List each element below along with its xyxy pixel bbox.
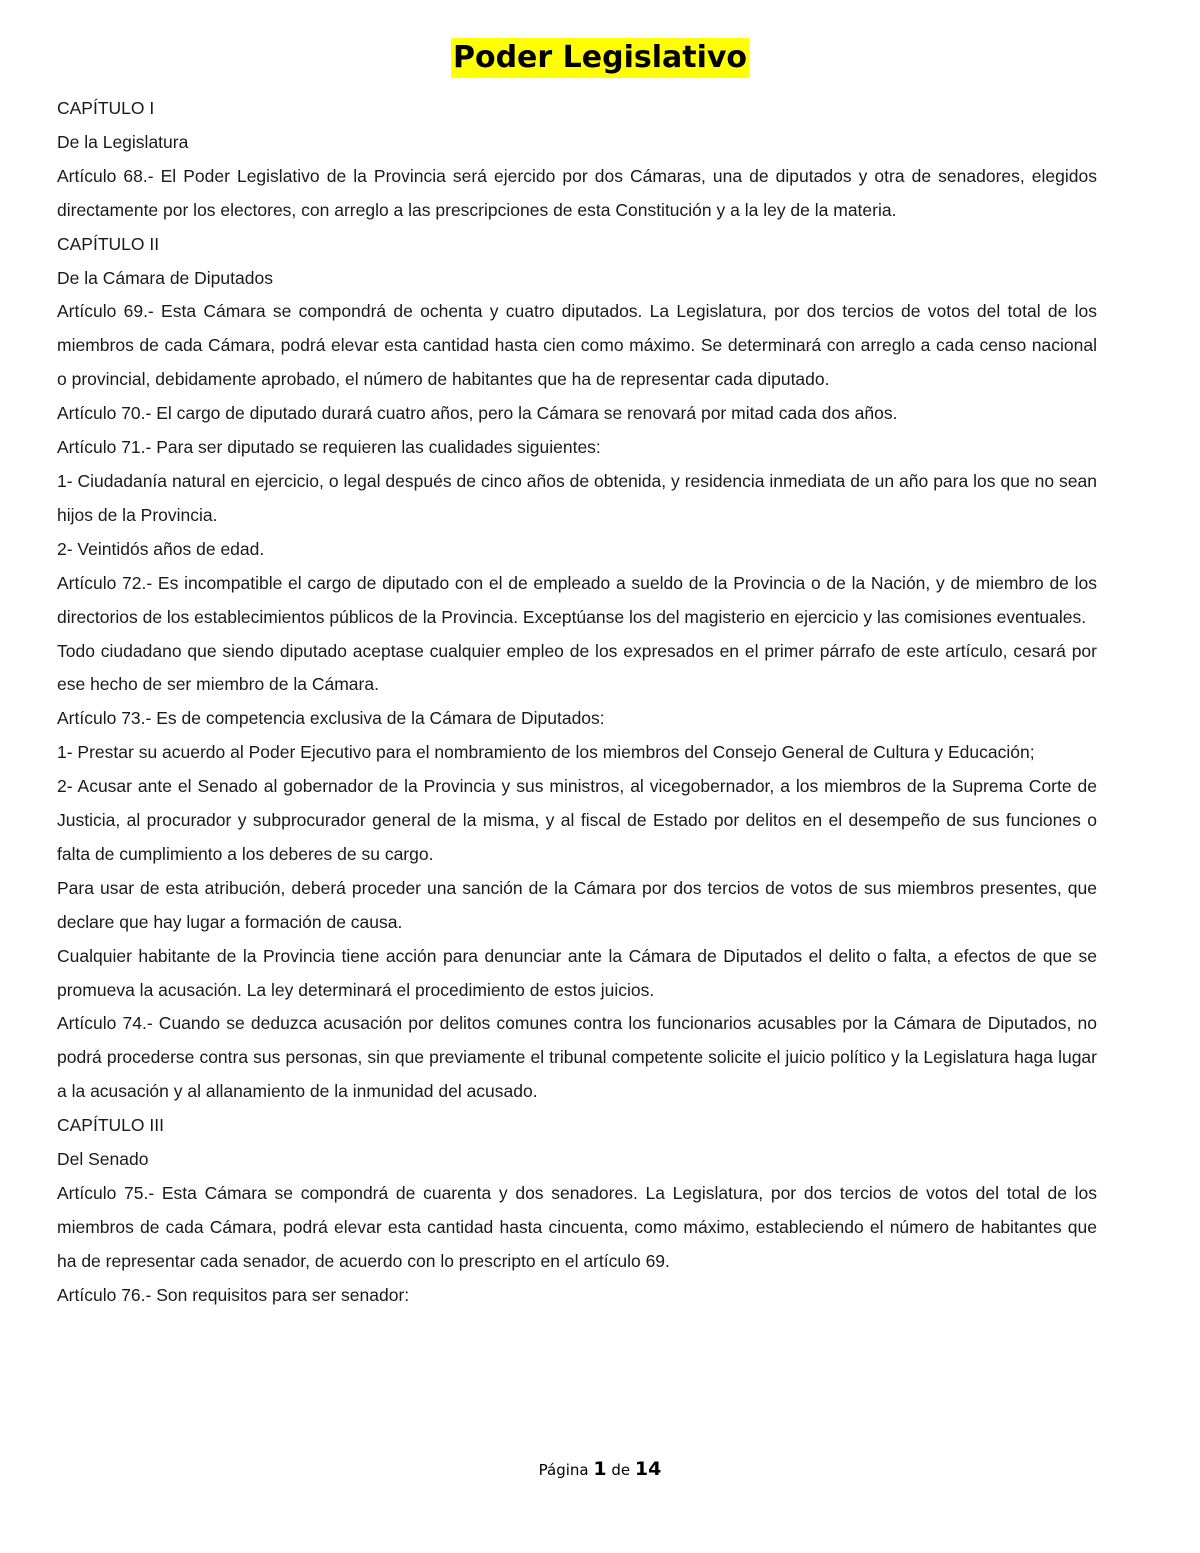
page-footer — [0, 1457, 1200, 1482]
list-item: 1- Prestar su acuerdo al Poder Ejecutivo para el nombramiento de los miembros del Consejo General de Cultura y Educación; — [57, 742, 1035, 763]
of-label: de — [611, 1461, 631, 1479]
chapter-subtitle: Del Senado — [57, 1149, 149, 1170]
total-pages: 14 — [634, 1458, 662, 1480]
article-paragraph: Artículo 76.- Son requisitos para ser senador: — [57, 1284, 410, 1305]
title-container — [0, 38, 1200, 78]
document-title: Poder Legislativo — [451, 38, 749, 78]
article-paragraph: Artículo 70.- El cargo de diputado durará cuatro años, pero la Cámara se renovará por mitad cada dos años. — [57, 403, 898, 424]
article-paragraph: Artículo 75.- Esta Cámara se compondrá de cuarenta y dos senadores. La Legislatura, por dos tercios de votos del total de los miembros de cada Cámara, podrá elevar esta cantidad hasta cincuenta, como máximo, estableciendo el número de habitantes que ha de representar cada senador, de acuerdo con lo prescripto en el artículo 69. — [57, 1183, 1097, 1271]
chapter-heading: CAPÍTULO II — [57, 233, 160, 254]
article-paragraph: Artículo 71.- Para ser diputado se requieren las cualidades siguientes: — [57, 437, 601, 458]
list-item: 2- Veintidós años de edad. — [57, 538, 265, 559]
page-label: Página — [538, 1461, 589, 1479]
list-item: 2- Acusar ante el Senado al gobernador de la Provincia y sus ministros, al vicegobernador, a los miembros de la Suprema Corte de Justicia, al procurador y subprocurador general de la misma, y al fiscal de Estado por delitos en el desempeño de sus funciones o falta de cumplimiento a los deberes de su cargo. — [57, 776, 1097, 864]
article-paragraph: Artículo 69.- Esta Cámara se compondrá de ochenta y cuatro diputados. La Legislatura, por dos tercios de votos del total de los miembros de cada Cámara, podrá elevar esta cantidad hasta cien como máximo. Se determinará con arreglo a cada censo nacional o provincial, debidamente aprobado, el número de habitantes que ha de representar cada diputado. — [57, 301, 1097, 390]
article-paragraph: Artículo 68.- El Poder Legislativo de la Provincia será ejercido por dos Cámaras, una de diputados y otra de senadores, elegidos directamente por los electores, con arreglo a las prescripciones de esta Constitución y a la ley de la materia. — [57, 165, 1097, 220]
article-paragraph: Artículo 74.- Cuando se deduzca acusación por delitos comunes contra los funcionarios acusables por la Cámara de Diputados, no podrá procederse contra sus personas, sin que previamente el tribunal competente solicite el juicio político y la Legislatura haga lugar a la acusación y al allanamiento de la inmunidad del acusado. — [57, 1013, 1097, 1102]
chapter-subtitle: De la Cámara de Diputados — [57, 267, 273, 288]
list-item: 1- Ciudadanía natural en ejercicio, o legal después de cinco años de obtenida, y residencia inmediata de un año para los que no sean hijos de la Provincia. — [57, 470, 1097, 525]
body-paragraph: Para usar de esta atribución, deberá proceder una sanción de la Cámara por dos tercios de votos de sus miembros presentes, que declare que hay lugar a formación de causa. — [57, 877, 1097, 932]
chapter-heading: CAPÍTULO I — [57, 98, 155, 118]
page-number: 1 — [593, 1458, 607, 1480]
body-paragraph: Cualquier habitante de la Provincia tiene acción para denunciar ante la Cámara de Diputados el delito o falta, a efectos de que se promueva la acusación. La ley determinará el procedimiento de estos juicios. — [57, 945, 1097, 1000]
document-body — [57, 92, 1097, 1313]
chapter-subtitle: De la Legislatura — [57, 131, 189, 152]
article-paragraph: Artículo 73.- Es de competencia exclusiva de la Cámara de Diputados: — [57, 708, 605, 729]
body-paragraph: Todo ciudadano que siendo diputado aceptase cualquier empleo de los expresados en el primer párrafo de este artículo, cesará por ese hecho de ser miembro de la Cámara. — [57, 640, 1097, 695]
article-paragraph: Artículo 72.- Es incompatible el cargo de diputado con el de empleado a sueldo de la Provincia o de la Nación, y de miembro de los directorios de los establecimientos públicos de la Provincia. Exceptúanse los del magisterio en ejercicio y las comisiones eventuales. — [57, 572, 1097, 627]
chapter-heading: CAPÍTULO III — [57, 1115, 164, 1136]
